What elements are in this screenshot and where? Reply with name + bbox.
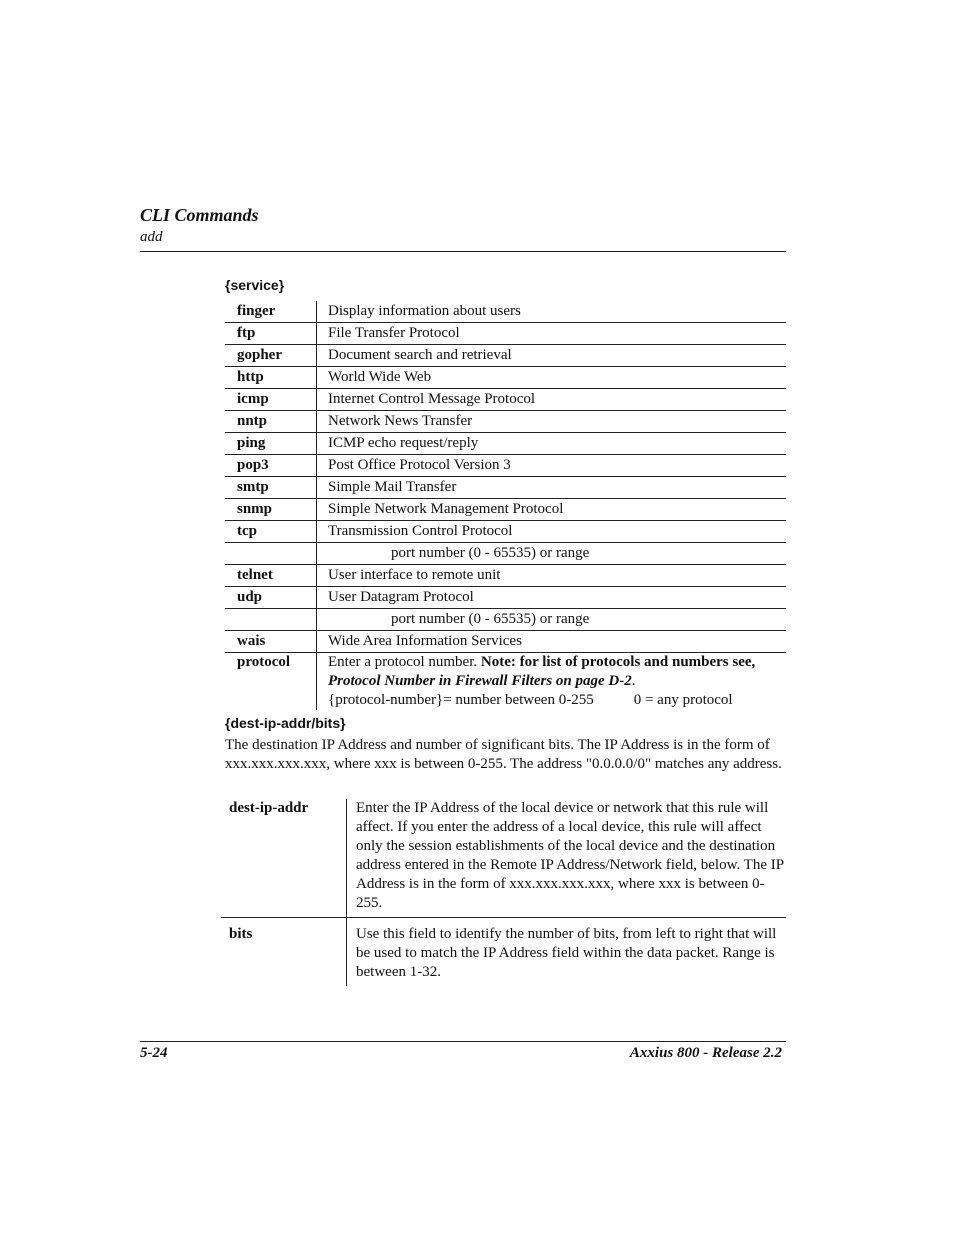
table-row xyxy=(225,301,786,323)
table-row xyxy=(225,323,786,345)
service-key: tcp xyxy=(225,521,317,542)
protocol-any: 0 = any protocol xyxy=(633,692,733,708)
table-row xyxy=(225,587,786,609)
service-key: pop3 xyxy=(225,455,317,476)
dest-table xyxy=(221,799,786,986)
service-key: smtp xyxy=(225,477,317,498)
service-description: Transmission Control Protocol xyxy=(328,523,513,539)
page-number: 5-24 xyxy=(140,1045,168,1061)
service-description: Document search and retrieval xyxy=(328,347,512,363)
product-name: Axxius 800 - Release 2.2 xyxy=(629,1045,782,1061)
table-row xyxy=(221,799,786,917)
footer-divider xyxy=(140,1041,786,1042)
port-range-note: port number (0 - 65535) or range xyxy=(391,545,590,561)
service-key: icmp xyxy=(225,389,317,410)
table-row xyxy=(225,389,786,411)
page-header-title: CLI Commands xyxy=(140,205,259,225)
service-key: protocol xyxy=(225,653,317,710)
table-row xyxy=(225,455,786,477)
port-range-note: port number (0 - 65535) or range xyxy=(391,611,590,627)
protocol-range: {protocol-number}= number between 0-255 xyxy=(328,692,594,708)
service-key: udp xyxy=(225,587,317,608)
service-description: Simple Network Management Protocol xyxy=(328,501,564,517)
service-description: Internet Control Message Protocol xyxy=(328,391,536,407)
service-key: nntp xyxy=(225,411,317,432)
service-key: snmp xyxy=(225,499,317,520)
service-description: Simple Mail Transfer xyxy=(328,479,457,495)
protocol-note: Note: for list of protocols and numbers see, xyxy=(480,654,756,670)
service-key: finger xyxy=(225,301,317,322)
service-description: ICMP echo request/reply xyxy=(328,435,479,451)
service-key: http xyxy=(225,367,317,388)
page-header-subtitle: add xyxy=(140,229,163,245)
table-row xyxy=(225,411,786,433)
protocol-reference-end: . xyxy=(631,673,636,689)
service-key: ping xyxy=(225,433,317,454)
table-row xyxy=(225,609,786,631)
service-description: World Wide Web xyxy=(328,369,432,385)
dest-key: dest-ip-addr xyxy=(221,799,347,917)
table-row-protocol xyxy=(225,653,786,712)
dest-heading: {dest-ip-addr/bits} xyxy=(225,715,346,731)
table-row xyxy=(225,367,786,389)
service-description: User Datagram Protocol xyxy=(328,589,474,605)
service-table xyxy=(225,301,786,712)
service-description: Post Office Protocol Version 3 xyxy=(328,457,511,473)
protocol-reference: Protocol Number in Firewall Filters on page D-2 xyxy=(328,673,632,689)
dest-description: The destination IP Address and number of significant bits. The IP Address is in the form of xxx.xxx.xxx.xxx, where xxx is between 0-255. The address "0.0.0.0/0" matches any address. xyxy=(225,737,782,772)
service-description: Network News Transfer xyxy=(328,413,473,429)
table-row xyxy=(225,345,786,367)
protocol-description xyxy=(317,653,786,710)
service-key: wais xyxy=(225,631,317,652)
table-row xyxy=(225,521,786,543)
table-row xyxy=(225,477,786,499)
table-row xyxy=(225,499,786,521)
service-description: Wide Area Information Services xyxy=(328,633,522,649)
dest-key: bits xyxy=(221,918,347,986)
dest-value: Enter the IP Address of the local device or network that this rule will affect. If you enter the address of a local device, this rule will affect only the session establishments of the local device and the destination address entered in the Remote IP Address/Network field, below. The IP Address is in the form of xxx.xxx.xxx.xxx, where xxx is between 0-255. xyxy=(356,800,784,911)
table-row xyxy=(221,917,786,986)
table-row xyxy=(225,543,786,565)
dest-value: Use this field to identify the number of bits, from left to right that will be used to match the IP Address field within the data packet. Range is between 1-32. xyxy=(356,926,777,980)
service-description: File Transfer Protocol xyxy=(328,325,460,341)
service-description: User interface to remote unit xyxy=(328,567,501,583)
service-key: ftp xyxy=(225,323,317,344)
service-key xyxy=(225,543,317,564)
table-row xyxy=(225,565,786,587)
service-heading: {service} xyxy=(225,277,285,293)
service-key xyxy=(225,609,317,630)
service-description: Display information about users xyxy=(328,303,521,319)
table-row xyxy=(225,433,786,455)
header-divider xyxy=(140,251,786,252)
table-row xyxy=(225,631,786,653)
service-key: telnet xyxy=(225,565,317,586)
service-key: gopher xyxy=(225,345,317,366)
protocol-intro: Enter a protocol number. xyxy=(328,654,478,670)
